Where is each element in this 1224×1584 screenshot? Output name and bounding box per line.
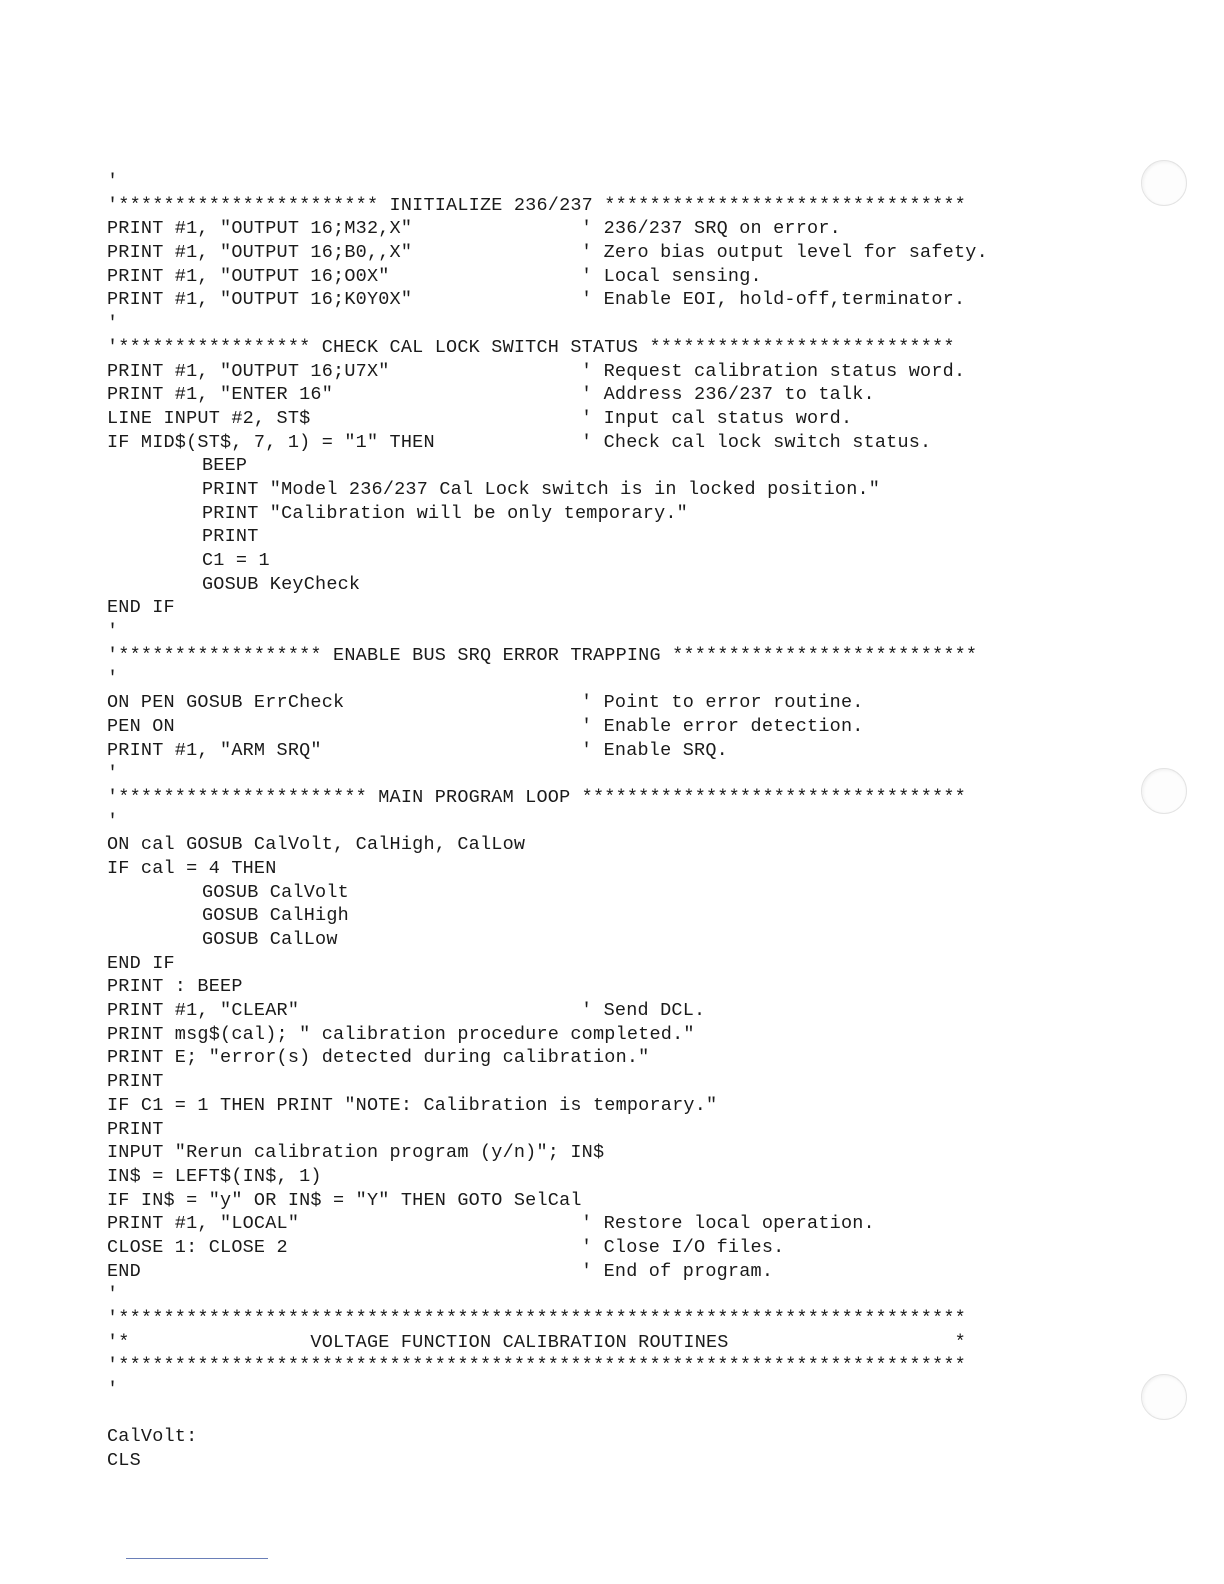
code-line: [107, 502, 1107, 526]
code-text: '****************** ENABLE BUS SRQ ERROR TRAPPING ***************************: [107, 644, 978, 666]
code-text: PRINT #1, "CLEAR": [107, 1000, 300, 1022]
code-text: ': [107, 1284, 119, 1306]
code-comment: ' Close I/O files.: [581, 1236, 785, 1258]
code-line: [107, 336, 1107, 360]
code-line: [107, 975, 1107, 999]
code-text: PRINT "Model 236/237 Cal Lock switch is in locked position.": [202, 478, 881, 500]
code-text: ': [107, 621, 119, 643]
code-text: ': [107, 313, 119, 335]
code-text: ON PEN GOSUB ErrCheck: [107, 692, 345, 714]
code-text: END IF: [107, 597, 175, 619]
code-text: PRINT E; "error(s) detected during calibration.": [107, 1047, 650, 1069]
code-text: GOSUB KeyCheck: [202, 573, 361, 595]
code-text: ': [107, 668, 119, 690]
code-text: C1 = 1: [202, 550, 270, 571]
code-text: '* VOLTAGE FUNCTION CALIBRATION ROUTINES *: [107, 1331, 966, 1353]
code-comment: ' Enable error detection.: [581, 715, 864, 737]
code-line: [107, 786, 1107, 810]
code-line: [107, 1189, 1107, 1213]
code-line: [107, 288, 1107, 312]
code-text: GOSUB CalLow: [202, 929, 338, 950]
code-text: ': [107, 763, 119, 785]
code-comment: ' End of program.: [581, 1260, 774, 1282]
code-text: GOSUB CalHigh: [202, 905, 349, 927]
code-comment: ' Request calibration status word.: [581, 360, 966, 382]
code-line: [107, 833, 1107, 857]
code-text: PRINT #1, "LOCAL": [107, 1213, 300, 1235]
code-line: [107, 1046, 1107, 1070]
code-text: IF IN$ = "y" OR IN$ = "Y" THEN GOTO SelCal: [107, 1189, 582, 1211]
code-line: [107, 312, 1107, 336]
code-text: PRINT #1, "OUTPUT 16;K0Y0X": [107, 289, 413, 311]
code-comment: ' 236/237 SRQ on error.: [581, 218, 841, 240]
code-line: [107, 596, 1107, 620]
code-line: [107, 881, 1107, 905]
code-text: LINE INPUT #2, ST$: [107, 407, 311, 429]
code-line: [107, 620, 1107, 644]
code-text: GOSUB CalVolt: [202, 881, 349, 903]
code-line: [107, 1449, 1107, 1473]
code-text: IN$ = LEFT$(IN$, 1): [107, 1165, 322, 1187]
code-text: '********************** MAIN PROGRAM LOOP **********************************: [107, 786, 966, 808]
code-comment: ' Send DCL.: [581, 1000, 706, 1022]
code-line: [107, 999, 1107, 1023]
code-text: IF C1 = 1 THEN PRINT "NOTE: Calibration is temporary.": [107, 1094, 718, 1116]
code-line: [107, 360, 1107, 384]
code-text: ': [107, 810, 119, 832]
binder-hole-middle: [1141, 768, 1187, 814]
code-line: [107, 217, 1107, 241]
code-line: [107, 739, 1107, 763]
code-text: PRINT: [202, 526, 259, 548]
binder-hole-bottom: [1141, 1374, 1187, 1420]
code-line: [107, 265, 1107, 289]
code-comment: ' Local sensing.: [581, 265, 762, 287]
code-line: [107, 194, 1107, 218]
code-text: '***************************************************************************: [107, 1355, 966, 1377]
code-text: PRINT: [107, 1071, 164, 1093]
code-line: [107, 1378, 1107, 1402]
code-text: PRINT #1, "OUTPUT 16;O0X": [107, 265, 390, 287]
code-comment: ' Zero bias output level for safety.: [581, 242, 988, 264]
binder-hole-top: [1141, 160, 1187, 206]
code-line: [107, 383, 1107, 407]
code-text: END: [107, 1260, 141, 1282]
code-line: [107, 525, 1107, 549]
code-comment: ' Input cal status word.: [581, 407, 853, 429]
code-text: IF cal = 4 THEN: [107, 857, 277, 879]
code-text: PRINT #1, "ARM SRQ": [107, 739, 322, 761]
code-line: [107, 691, 1107, 715]
code-comment: ' Address 236/237 to talk.: [581, 384, 875, 406]
code-line: [107, 573, 1107, 597]
code-text: PRINT #1, "OUTPUT 16;B0,,X": [107, 242, 413, 264]
code-line: [107, 431, 1107, 455]
code-text: CLOSE 1: CLOSE 2: [107, 1236, 288, 1258]
code-line: [107, 1165, 1107, 1189]
code-text: PRINT: [107, 1118, 164, 1140]
code-line: [107, 1283, 1107, 1307]
code-text: END IF: [107, 952, 175, 974]
code-text: PRINT #1, "ENTER 16": [107, 384, 334, 406]
code-text: PRINT msg$(cal); " calibration procedure completed.": [107, 1023, 695, 1045]
code-line: [107, 715, 1107, 739]
code-line: [107, 1354, 1107, 1378]
code-comment: ' Enable EOI, hold-off,terminator.: [581, 289, 966, 311]
code-line: [107, 857, 1107, 881]
code-comment: ' Restore local operation.: [581, 1213, 875, 1235]
code-line: [107, 1236, 1107, 1260]
code-text: BEEP: [202, 455, 248, 477]
code-text: ON cal GOSUB CalVolt, CalHigh, CalLow: [107, 834, 526, 856]
code-text: PEN ON: [107, 715, 175, 737]
code-text: ': [107, 1379, 119, 1401]
code-text: '***************************************************************************: [107, 1308, 966, 1329]
code-line: [107, 644, 1107, 668]
code-text: '***************** CHECK CAL LOCK SWITCH STATUS ***************************: [107, 336, 955, 358]
code-comment: ' Enable SRQ.: [581, 739, 728, 761]
code-text: CLS: [107, 1450, 141, 1472]
code-text: IF MID$(ST$, 7, 1) = "1" THEN: [107, 431, 435, 453]
code-line: [107, 1023, 1107, 1047]
code-line: [107, 170, 1107, 194]
code-text: PRINT #1, "OUTPUT 16;M32,X": [107, 218, 413, 240]
code-line: [107, 549, 1107, 573]
code-line: [107, 667, 1107, 691]
code-line: [107, 952, 1107, 976]
code-line: [107, 454, 1107, 478]
code-line: [107, 1118, 1107, 1142]
code-line: [107, 478, 1107, 502]
code-line: [107, 1260, 1107, 1284]
footer-rule: [126, 1558, 268, 1559]
code-line: [107, 762, 1107, 786]
code-line: [107, 1070, 1107, 1094]
code-line: [107, 1425, 1107, 1449]
code-text: PRINT #1, "OUTPUT 16;U7X": [107, 360, 390, 382]
code-text: '*********************** INITIALIZE 236/237 ********************************: [107, 194, 966, 216]
code-text: INPUT "Rerun calibration program (y/n)"; IN$: [107, 1142, 605, 1164]
code-line: [107, 1331, 1107, 1355]
code-text: ': [107, 171, 119, 192]
code-text: PRINT : BEEP: [107, 976, 243, 998]
program-listing: [107, 170, 1107, 1473]
code-text: PRINT "Calibration will be only temporary.": [202, 502, 688, 524]
code-line: [107, 241, 1107, 265]
code-line: [107, 810, 1107, 834]
code-line: [107, 928, 1107, 952]
code-text: CalVolt:: [107, 1426, 198, 1448]
code-line: [107, 904, 1107, 928]
code-line: [107, 1212, 1107, 1236]
code-comment: ' Check cal lock switch status.: [581, 431, 932, 453]
code-line: [107, 407, 1107, 431]
code-line: [107, 1141, 1107, 1165]
code-line: [107, 1307, 1107, 1331]
code-line: [107, 1402, 1107, 1426]
code-comment: ' Point to error routine.: [581, 692, 864, 714]
code-line: [107, 1094, 1107, 1118]
